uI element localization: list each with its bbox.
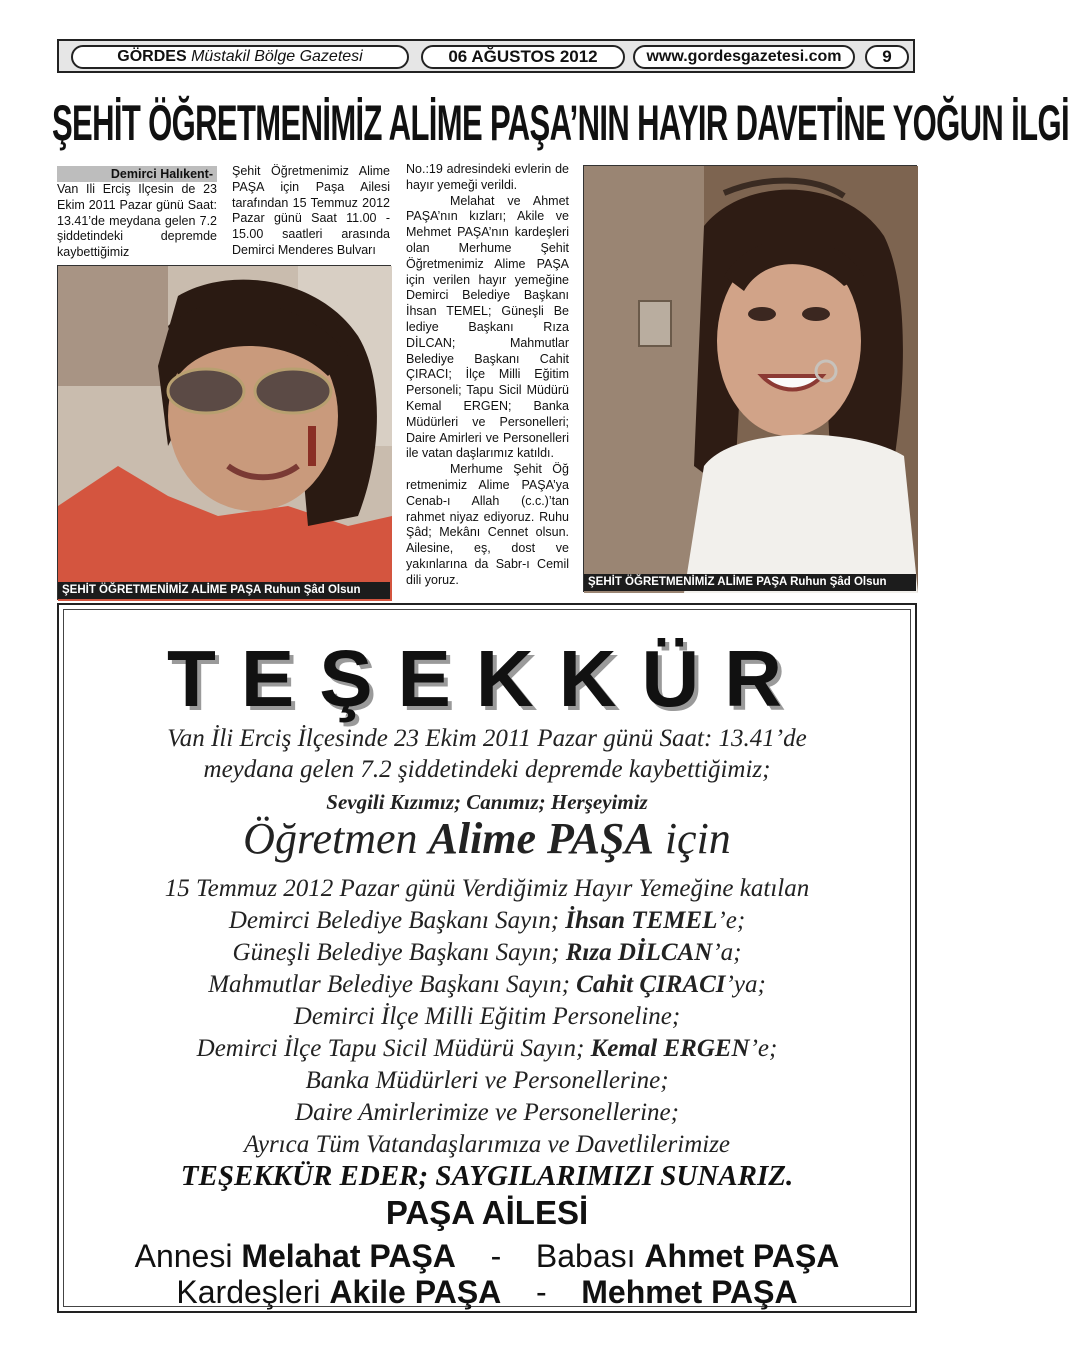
- photo-caption-right: ŞEHİT ÖĞRETMENİMİZ ALİME PAŞA Ruhun Şâd Olsun: [584, 574, 916, 591]
- notice-line-6-pre: Demirci Belediye Başkanı Sayın;: [228, 907, 566, 934]
- issue-date: 06 AĞUSTOS 2012: [421, 45, 625, 69]
- notice-line-8-name: Cahit ÇIRACI: [576, 971, 726, 998]
- thank-you-inner-frame: [63, 609, 911, 1310]
- page-number: 9: [865, 45, 909, 69]
- father-name: Ahmet PAŞA: [644, 1238, 840, 1274]
- notice-teacher-line: [64, 813, 910, 864]
- notice-line-10: [64, 1035, 910, 1063]
- notice-line-8-post: ’ya;: [725, 971, 766, 998]
- notice-closing-line: TEŞEKKÜR EDER; SAYGILARIMIZI SUNARIZ.: [180, 1160, 794, 1192]
- notice-line-7-name: Rıza DİLCAN: [565, 939, 713, 966]
- byline: Demirci Halıkent-: [57, 166, 217, 182]
- notice-line-7: [64, 939, 910, 967]
- portrait-sunglasses-image: [58, 266, 392, 601]
- siblings-line: [64, 1274, 910, 1311]
- notice-line-10-post: ’e;: [749, 1035, 778, 1062]
- article-text-2: Şehit Öğretmenimiz Alime PAŞA için Paşa Ailesi tarafından 15 Temmuz 2012 Pazar günü Saat 11.00 - 15.00 saatleri arasında Demirci Menderes Bulvarı: [232, 164, 390, 257]
- paper-subtitle: Müstakil Bölge Gazetesi: [191, 48, 363, 65]
- notice-line-6-post: ’e;: [717, 907, 746, 934]
- notice-line-7-post: ’a;: [712, 939, 742, 966]
- notice-line-1: Van İli Erciş İlçesinde 23 Ekim 2011 Pazar günü Saat: 13.41’de: [167, 725, 807, 752]
- mother-label: Annesi: [134, 1238, 242, 1274]
- notice-line-13: Ayrıca Tüm Vatandaşlarımıza ve Davetlilerimize: [243, 1131, 731, 1158]
- siblings-separator: -: [535, 1274, 547, 1310]
- portrait-smiling-image: [584, 166, 918, 593]
- sibling-1-name: Akile PAŞA: [329, 1274, 502, 1310]
- notice-line-3: Sevgili Kızımız; Canımız; Herşeyimiz: [326, 790, 648, 814]
- notice-line-10-pre: Demirci İlçe Tapu Sicil Müdürü Sayın;: [196, 1035, 591, 1062]
- thank-you-title: TEŞEKKÜR: [166, 634, 808, 723]
- notice-line-8-pre: Mahmutlar Belediye Başkanı Sayın;: [208, 971, 577, 998]
- notice-line-2: meydana gelen 7.2 şiddetindeki depremde kaybettiğimiz;: [203, 756, 771, 783]
- newspaper-header: [57, 39, 915, 73]
- mother-name: Melahat PAŞA: [241, 1238, 456, 1274]
- parents-line: [64, 1238, 910, 1275]
- siblings-label: Kardeşleri: [176, 1274, 330, 1310]
- article-text-3a: No.:19 adresindeki evlerin de hayır yemeği verildi.: [406, 162, 569, 192]
- family-signature-title: PAŞA AİLESİ: [385, 1194, 589, 1231]
- notice-line-10-name: Kemal ERGEN: [590, 1035, 750, 1062]
- article-column-1: [57, 166, 217, 261]
- website-link[interactable]: www.gordesgazetesi.com: [633, 45, 855, 69]
- photo-caption-left: ŞEHİT ÖĞRETMENİMİZ ALİME PAŞA Ruhun Şâd Olsun: [58, 582, 390, 599]
- father-label: Babası: [535, 1238, 645, 1274]
- portrait-photo-left: [57, 265, 391, 600]
- notice-line-7-pre: Güneşli Belediye Başkanı Sayın;: [232, 939, 566, 966]
- portrait-photo-right: [583, 165, 917, 592]
- article-column-3: [406, 162, 569, 589]
- headline: ŞEHİT ÖĞRETMENİMİZ ALİME PAŞA’NIN HAYIR DAVETİNE YOĞUN İLGİ: [52, 95, 1069, 151]
- article-text-3c: Merhume Şehit Öğ retmenimiz Alime PAŞA’ya Cenab-ı Allah (c.c.)’tan rahmet niyaz ediyoruz. Ruhu Şâd; Mekânı Cennet olsun. Ailesine, eş, dost ve yakınlarına da Sabr-ı Cemil dili yoruz.: [406, 462, 569, 587]
- notice-line-5: 15 Temmuz 2012 Pazar günü Verdiğimiz Hayır Yemeğine katılan: [164, 875, 810, 902]
- notice-line-12: Daire Amirlerimize ve Personellerine;: [295, 1099, 679, 1126]
- paper-name: GÖRDES: [117, 48, 187, 65]
- paper-name-pill: [71, 45, 409, 69]
- article-text-1: Van Ili Erciş Ilçesin de 23 Ekim 2011 Pazar günü Saat: 13.41’de meydana gelen 7.2 şiddetindeki depremde kaybettiğimiz: [57, 182, 217, 260]
- notice-line-6-name: İhsan TEMEL: [565, 907, 718, 934]
- parents-separator: -: [490, 1238, 502, 1274]
- sibling-2-name: Mehmet PAŞA: [581, 1274, 798, 1310]
- notice-line-11: Banka Müdürleri ve Personellerine;: [305, 1067, 669, 1094]
- article-column-2: [232, 164, 390, 259]
- notice-teacher-prefix: Öğretmen: [243, 814, 429, 863]
- thank-you-notice: [57, 603, 917, 1313]
- notice-line-8: [64, 971, 910, 999]
- notice-line-6: [64, 907, 910, 935]
- notice-teacher-name: Alime PAŞA: [428, 814, 654, 863]
- article-text-3b: Melahat ve Ahmet PAŞA’nın kızları; Akile ve Mehmet PAŞA’nın kardeşleri olan Merhume Şehit Öğretmenimiz Alime PAŞA için verilen hayır yemeğine Demirci Belediye Başkanı İhsan TEMEL; Güneşli Be lediye Başkanı Rıza DİLCAN; Mahmutlar Belediye Başkanı Cahit ÇIRACI; İlçe Milli Eğitim Personeli; Tapu Sicil Müdürü Kemal ERGEN; Banka Müdürleri ve Personelleri; Daire Amirleri ve Personelleri ile vatan daşlarımız katıldı.: [406, 193, 569, 461]
- notice-line-9: Demirci İlçe Milli Eğitim Personeline;: [293, 1003, 681, 1030]
- notice-teacher-suffix: için: [653, 814, 731, 863]
